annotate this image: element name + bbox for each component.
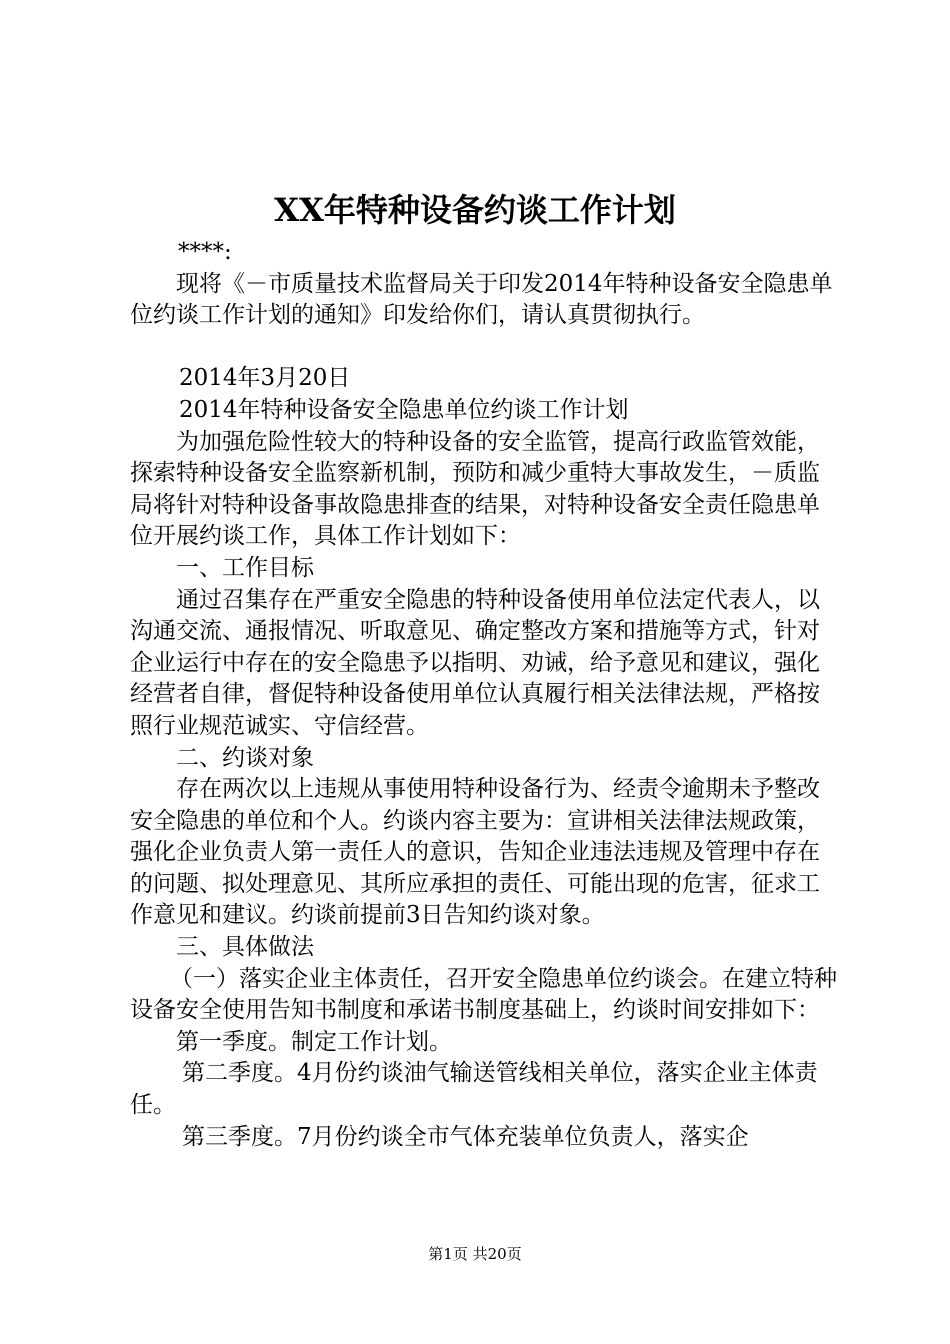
quarter-1-paragraph: 第一季度。制定工作计划。 bbox=[176, 1028, 452, 1055]
quarter-2-paragraph: 第二季度。4月份约谈油气输送管线相关单位，落实企业主体责任。 bbox=[130, 1060, 818, 1119]
salutation: ****: bbox=[178, 239, 232, 265]
page-footer: 第1页 共20页 bbox=[428, 1245, 522, 1263]
section-heading-methods: 三、具体做法 bbox=[176, 934, 314, 961]
document-body bbox=[130, 237, 840, 1153]
document-title: XX年特种设备约谈工作计划 bbox=[274, 191, 676, 229]
methods-paragraph: （一）落实企业主体责任，召开安全隐患单位约谈会。在建立特种设备安全使用告知书制度和承诺书制度基础上，约谈时间安排如下： bbox=[130, 965, 837, 1024]
notice-paragraph: 现将《－市质量技术监督局关于印发2014年特种设备安全隐患单位约谈工作计划的通知》印发给你们，请认真贯彻执行。 bbox=[130, 270, 833, 329]
blank-line bbox=[130, 332, 840, 364]
targets-paragraph: 存在两次以上违规从事使用特种设备行为、经责令逾期未予整改安全隐患的单位和个人。约谈内容主要为：宣讲相关法律法规政策，强化企业负责人第一责任人的意识，告知企业违法违规及管理中存在的问题、拟处理意见、其所应承担的责任、可能出现的危害，征求工作意见和建议。约谈前提前3日告知约谈对象。 bbox=[130, 776, 820, 929]
section-heading-targets: 二、约谈对象 bbox=[176, 744, 314, 771]
section-heading-goals: 一、工作目标 bbox=[176, 554, 314, 581]
plan-subtitle: 2014年特种设备安全隐患单位约谈工作计划 bbox=[179, 396, 629, 423]
issue-date: 2014年3月20日 bbox=[179, 365, 351, 392]
goals-paragraph: 通过召集存在严重安全隐患的特种设备使用单位法定代表人，以沟通交流、通报情况、听取意见、确定整改方案和措施等方式，针对企业运行中存在的安全隐患予以指明、劝诫，给予意见和建议，强化经营者自律，督促特种设备使用单位认真履行相关法律法规，严格按照行业规范诚实、守信经营。 bbox=[130, 586, 820, 739]
intro-paragraph: 为加强危险性较大的特种设备的安全监管，提高行政监管效能，探索特种设备安全监察新机制，预防和减少重特大事故发生，－质监局将针对特种设备事故隐患排查的结果，对特种设备安全责任隐患单位开展约谈工作，具体工作计划如下： bbox=[130, 428, 820, 550]
quarter-3-paragraph: 第三季度。7月份约谈全市气体充装单位负责人，落实企 bbox=[182, 1123, 749, 1150]
